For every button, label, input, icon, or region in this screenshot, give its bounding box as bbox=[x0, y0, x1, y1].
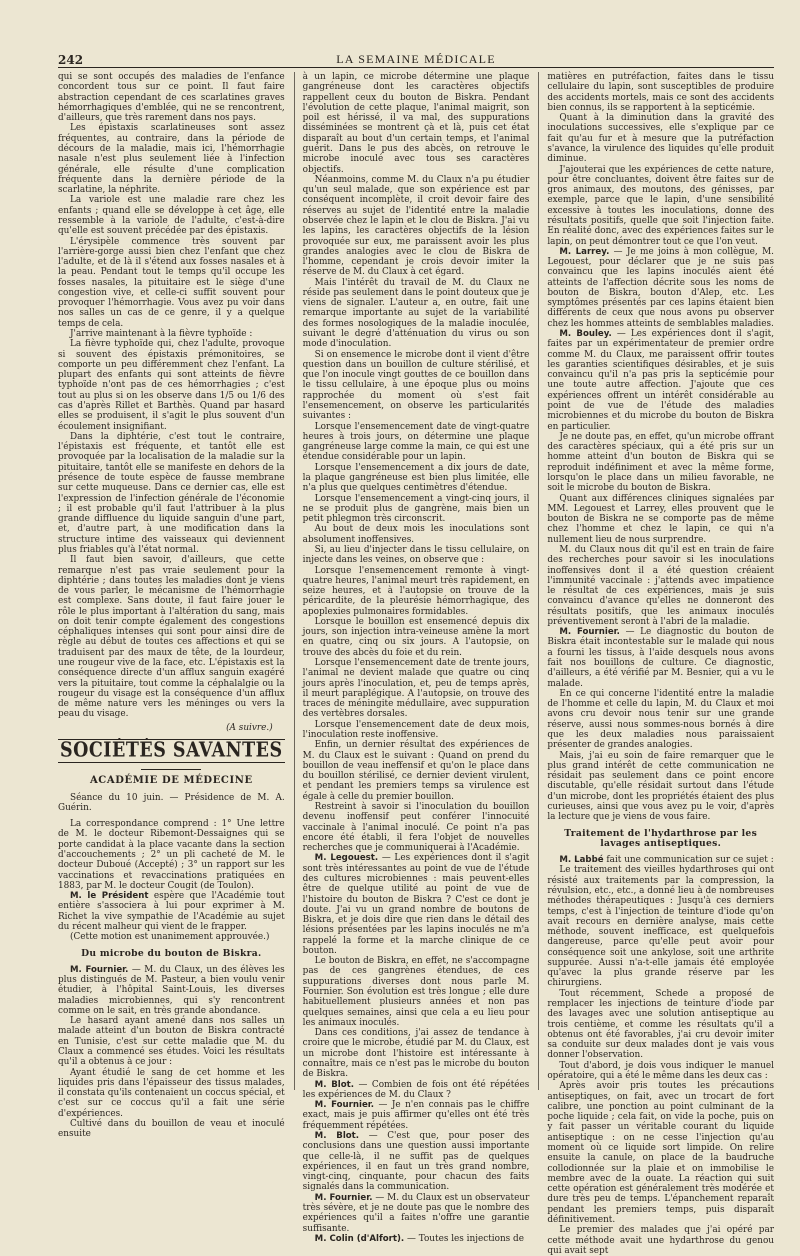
paragraph: Le premier des malades que j'ai opéré par cette méthode avait une hydarthrose du genou qui avait sept bbox=[547, 1225, 775, 1256]
speech-text: — Combien de fois ont été répétées les expériences de M. du Claux ? bbox=[302, 1079, 530, 1100]
page-number: 242 bbox=[58, 53, 84, 67]
subsection-heading: Du microbe du bouton de Biskra. bbox=[81, 947, 262, 959]
paragraph: qui se sont occupés des maladies de l'enfance concordent tous sur ce point. Il faut faire abstraction cependant de ces scarlatines graves hémorrhagiques d'emblée, qui ne se rencontrent, d'ailleurs, que très rarement dans nos pays. bbox=[58, 72, 285, 124]
paragraph bbox=[303, 1234, 530, 1244]
paragraph: Si, au lieu d'injecter dans le tissu cellulaire, on injecte dans les veines, on observe que : bbox=[302, 544, 530, 566]
session-line: Séance du 10 juin. — Présidence de M. A. Guérin. bbox=[58, 792, 285, 813]
paragraph bbox=[303, 853, 530, 956]
speaker-name: M. le Président bbox=[70, 891, 149, 902]
speaker-name: M. Fournier. bbox=[70, 964, 129, 975]
column-1 bbox=[58, 72, 285, 1140]
speech-text: — Les expériences dont il s'agit sont très intéressantes au point de vue de l'étude des cultures microbiennes : mais peuvent-elles être de quelque utilité au point de vue de l'histoire du bouton de Biskra ? C'est ce dont je doute. J'ai vu un grand nombre de boutons de Biskra, et je dois dire que rien dans le détail des lésions présentées par les lapins inoculés ne m'a rappelé la forme et la marche clinique de ce bouton. bbox=[302, 853, 530, 956]
speech-text: espère que l'Académie tout entière s'associera à lui pour exprimer à M. Richet la vive sympathie de l'Académie au sujet du récent malheur qui vient de le frapper. bbox=[58, 891, 285, 932]
paragraph: Ayant étudié le sang de cet homme et les liquides pris dans l'épaisseur des tissus malades, il constata qu'ils contenaient un coccus spécial, et c'est sur ce coccus qu'il a fait une série d'expériences. bbox=[58, 1067, 285, 1119]
paragraph bbox=[547, 247, 774, 329]
speaker-name: M. Colin (d'Alfort). bbox=[314, 1233, 405, 1244]
paragraph: Lorsque l'ensemencement remonte à vingt-quatre heures, l'animal meurt très rapidement, en seize heures, et à l'autopsie on trouve de la péricardite, de la pleurésie hémorrhagique, des apoplexies pulmonaires formidables. bbox=[302, 565, 530, 617]
paragraph: En ce qui concerne l'identité entre la maladie de l'homme et celle du lapin, M. du Claux et moi avons cru devoir nous tenir sur une grande réserve, aussi nous sommes-nous bornés à dire que les deux maladies nous paraissaient présenter de grandes analogies. bbox=[547, 688, 775, 751]
paragraph: Lorsque l'ensemencement date de deux mois, l'inoculation reste inoffensive. bbox=[302, 719, 530, 740]
speech-text: — M. du Claux, un des élèves les plus distingués de M. Pasteur, a bien voulu venir étudier, à l'hôpital Saint-Louis, les diverses maladies microbiennes, qui s'y rencontrent comme on le sait, en très grande abondance. bbox=[58, 964, 285, 1016]
paragraph: Quant à la diminution dans la gravité des inoculations successives, elle s'explique par ce fait qu'au fur et à mesure que la putréfaction s'avance, la virulence des liquides qu'elle produit diminue. bbox=[547, 113, 775, 165]
speaker-name: M. Larrey. bbox=[559, 246, 610, 257]
paragraph: Enfin, un dernier résultat des expériences de M. du Claux est le suivant : Quand on prend du bouillon de veau ineffensif et qu'on le place dans du bouillon stérilisé, ce dernier devient virulent, et pendant les premiers temps sa virulence est égale à celle du premier bouillon. bbox=[302, 740, 530, 802]
paragraph: Restreint à savoir si l'inoculation du bouillon devenu inoffensif peut conférer l'innocuité vaccinale à l'animal inoculé. Ce point n'a pas encore été établi, il fera l'objet de nouvelles recherches que je communiquerai à l'Académie. bbox=[302, 801, 530, 854]
speaker-name: M. Fournier. bbox=[314, 1100, 375, 1111]
paragraph: Lorsque le bouillon est ensemencé depuis dix jours, son injection intra-veineuse amène la mort en quatre, cinq ou six jours. A l'autopsie, on trouve des abcès du foie et du rein. bbox=[302, 616, 530, 658]
paragraph: La variole est une maladie rare chez les enfants ; quand elle se développe à cet âge, elle ressemble à la variole de l'adulte, c'est-à-dire qu'elle est souvent précédée par des épistaxis. bbox=[58, 195, 285, 237]
paragraph bbox=[303, 1080, 530, 1101]
journal-title: LA SEMAINE MÉDICALE bbox=[336, 52, 496, 66]
subsection-heading: Traitement de l'hydarthrose par les lavages antiseptiques. bbox=[564, 827, 758, 849]
paragraph: La correspondance comprend : 1° Une lettre de M. le docteur Ribemont-Dessaignes qui se porte candidat à la place vacante dans la section d'accouchements ; 2° un pli cacheté de M. le docteur Duboué (Accepté) ; 3° un rapport sur les vaccinations et revaccinations pratiquées en 1883, par M. le docteur Cougit (de Toulon). bbox=[58, 819, 285, 891]
paragraph: Le hasard ayant amené dans nos salles un malade atteint d'un bouton de Biskra contracté en Tunisie, c'est sur cette maladie que M. du Claux a commencé ses études. Voici les résultats qu'il a obtenus à ce jour : bbox=[58, 1016, 285, 1068]
section-title: SOCIÉTÉS SAVANTES bbox=[60, 739, 283, 763]
paragraph: J'ajouterai que les expériences de cette nature, pour être concluantes, doivent être faites sur de gros animaux, des moutons, des génisses, par exemple, parce que le lapin, d'une sensibilité excessive à toutes les inoculations, donne des résultats positifs, quelle que soit l'injection faite. En réalité donc, avec des expériences faites sur le lapin, on peut démontrer tout ce que l'on veut. bbox=[547, 164, 775, 247]
paragraph: Après avoir pris toutes les précautions antiseptiques, on fait, avec un trocart de fort calibre, une ponction au point culminant de la poche liquide ; cela fait, on vide la poche, puis on y fait passer un véritable courant du liquide antiseptique : on ne cesse l'injection qu'au moment où ce liquide sort limpide. On relire ensuite la canule, on place de la baudruche collodionnée sur la plaie et on immobilise le membre avec de la ouate. La réaction qui suit cette opération est généralement très modérée et dure très peu de temps. L'épanchement reparaît pendant les premiers temps, puis disparaît définitivement. bbox=[547, 1081, 775, 1225]
paragraph: Lorsque l'ensemencement date de vingt-quatre heures à trois jours, on détermine une plaque gangréneuse large comme la main, ce qui est une étendue considérable pour un lapin. bbox=[302, 421, 530, 463]
speech-text: — C'est que, pour poser des conclusions dans une question aussi importante que celle-là, il ne suffit pas de quelques expériences, il en faut un très grand nombre, vingt-cinq, cinquante, pour chacun des faits signalés dans la communication. bbox=[302, 1130, 530, 1193]
paragraph: Cultivé dans du bouillon de veau et inoculé ensuite bbox=[58, 1119, 285, 1140]
paragraph: Tout d'abord, je dois vous indiquer le manuel opératoire, qui a été le même dans les deux cas : bbox=[547, 1060, 775, 1081]
paragraph: Au bout de deux mois les inoculations sont absolument inoffensives. bbox=[302, 524, 530, 545]
paragraph: Lorsque l'ensemencement date de trente jours, l'animal ne devient malade que quatre ou cinq jours après l'inoculation, et, peu de temps après, il meurt paraplégique. A l'autopsie, on trouve des traces de méningite médullaire, avec suppuration des vertèbres dorsales. bbox=[302, 658, 530, 720]
speech-text: — M. du Claux est un observateur très sévère, et je ne doute pas que le nombre des expériences qu'il a faites n'offre une garantie suffisante. bbox=[302, 1192, 530, 1234]
speaker-name: M. Labbé bbox=[559, 855, 604, 866]
paragraph: Tout récemment, Schede a proposé de remplacer les injections de teinture d'iode par des lavages avec une solution antiseptique au trois centième, et comme les résultats qu'il a obtenus ont été favorables, j'ai cru devoir imiter sa conduite sur deux malades dont je vais vous donner l'observation. bbox=[547, 988, 775, 1061]
paragraph: J'arrive maintenant à la fièvre typhoïde : bbox=[70, 329, 253, 340]
paragraph: à un lapin, ce microbe détermine une plaque gangréneuse dont les caractères objectifs rappellent ceux du bouton de Biskra. Pendant l'évolution de cette plaque, l'animal maigrit, son poil est hérissé, il va mal, des suppurations disséminées se montrent çà et là, puis cet état disparaît au bout d'un certain temps, et l'animal guérit. Dans le pus des abcès, on retrouve le microbe inoculé avec tous ses caractères objectifs. bbox=[302, 72, 530, 175]
paragraph bbox=[303, 1100, 530, 1131]
speech-text: — Les expériences dont il s'agit, faites par un expérimentateur de premier ordre comme M. du Claux, me paraissent offrir toutes les garanties scientifiques désirables, et je suis convaincu qu'il n'a pas pris la septicémie pour une toute autre affection. J'ajoute que ces expériences offrent un intérêt considérable au point de vue de l'étude des maladies microbiennes et du microbe du bouton de Biskra en particulier. bbox=[547, 329, 775, 432]
paragraph: Néanmoins, comme M. du Claux n'a pu étudier qu'un seul malade, que son expérience est par conséquent incomplète, il croit devoir faire des réserves au sujet de l'identité entre la maladie observée chez le lapin et le clou de Biskra. J'ai vu les lapins, les caractères objectifs de la lésion provoquée sur eux, me paraissent avoir les plus grandes analogies avec le clou de Biskra de l'homme, cependant je crois devoir imiter la réserve de M. du Claux à cet égard. bbox=[302, 174, 530, 278]
paragraph: matières en putréfaction, faites dans le tissu cellulaire du lapin, sont susceptibles de produire des accidents mortels, mais ce sont des accidents bien connus, ils se rapportent à la septicémie. bbox=[547, 72, 775, 113]
short-divider bbox=[141, 769, 201, 770]
paragraph: Lorsque l'ensemencement a vingt-cinq jours, il ne se produit plus de gangrène, mais bien un petit phlegmon très circonscrit. bbox=[302, 493, 530, 525]
paragraph: Lorsque l'ensemencement a dix jours de date, la plaque gangréneuse est bien plus limitée, elle n'a plus que quelques centimètres d'étendue. bbox=[302, 462, 530, 494]
academy-title: ACADÉMIE DE MÉDECINE bbox=[89, 775, 253, 787]
paragraph: Le traitement des vieilles hydarthroses qui ont résisté aux traitements par la compression, la révulsion, etc., etc., a donné lieu à de nombreuses méthodes thérapeutiques : Jusqu'à ces derniers temps, c'est à l'injection de teinture d'iode qu'on avait recours en dernière analyse, mais cette méthode, souvent inefficace, est quelquefois dangereuse, parce qu'elle peut avoir pour conséquence soit une ankylose, soit une arthrite suppurée. Aussi n'a-t-elle jamais été employée qu'avec la plus grande réserve par les chirurgiens. bbox=[547, 865, 775, 989]
speech-text: fait une communication sur ce sujet : bbox=[606, 855, 774, 866]
paragraph bbox=[547, 855, 774, 865]
paragraph bbox=[58, 891, 285, 932]
paragraph: Les épistaxis scarlatineuses sont assez fréquentes, au contraire, dans la période de décours de la maladie, mais ici, l'hémorrhagie nasale n'est plus seulement liée à l'infection générale, elle résulte d'une complication fréquente dans la dernière période de la scarlatine, la néphrite. bbox=[58, 123, 285, 196]
page-header bbox=[58, 52, 774, 68]
paragraph: Il faut bien savoir, d'ailleurs, que cette remarque n'est pas vraie seulement pour la diphtérie ; dans toutes les maladies dont je viens de vous parler, le mécanisme de l'hémorrhagie est complexe. Sans doute, il faut faire jouer le rôle le plus important à l'altération du sang, mais on doit tenir compte également des congestions céphaliques intenses qui sont pour ainsi dire de règle au début de toutes ces affections et qui se traduisent par des maux de tête, de la lourdeur, une rougeur vive de la face, etc. L'épistaxis est la conséquence directe d'un afflux sanguin exagéré vers la pituitaire, tout comme la céphalalgie ou la rougeur du visage est la conséquence d'un afflux de même nature vers les méninges ou vers la peau du visage. bbox=[58, 555, 285, 720]
speech-text: — Je me joins à mon collègue, M. Legouest, pour déclarer que je ne suis pas convaincu que les lapins inoculés aient été atteints de l'affection décrite sous les noms de bouton de Biskra, bouton d'Alep, etc. Les symptômes présentés par ces lapins étaient bien différents de ceux que nous avons pu observer chez les hommes atteints de semblables maladies. bbox=[547, 246, 775, 329]
paragraph: Dans ces conditions, j'ai assez de tendance à croire que le microbe, étudié par M. du Claux, est un microbe dont l'histoire est intéressante à connaître, mais ce n'est pas le microbe du bouton de Biskra. bbox=[302, 1028, 530, 1080]
speaker-name: M. Blot. bbox=[314, 1079, 354, 1090]
paragraph: Dans la diphtérie, c'est tout le contraire, l'épistaxis est fréquente, et tantôt elle est provoquée par la localisation de la maladie sur la pituitaire, tantôt elle se manifeste en dehors de la présence de toute espèce de fausse membrane sur cette muqueuse. Dans ce dernier cas, elle est l'expression de l'infection générale de l'économie ; il est probable qu'il faut l'attribuer à la plus grande diffluence du liquide sanguin d'une part, et, d'autre part, à une modification dans la structure intime des vaisseaux qui deviennent plus friables qu'à l'état normal. bbox=[58, 431, 285, 555]
paragraph: La fièvre typhoïde qui, chez l'adulte, provoque si souvent des épistaxis prémonitoires, se comporte un peu différemment chez l'enfant. La plupart des enfants qui sont atteints de fièvre typhoïde n'ont pas de ces hémorrhagies ; c'est tout au plus si on les observe dans 1/5 ou 1/6 des cas d'après Rillet et Barthès. Quand par hasard elles se produisent, il s'agit le plus souvent d'un écoulement insignifiant. bbox=[58, 339, 285, 432]
speaker-name: M. Fournier. bbox=[314, 1192, 373, 1203]
speech-text: — Je n'en connais pas le chiffre exact, mais je puis affirmer qu'elles ont été très fréquemment répétées. bbox=[302, 1100, 530, 1131]
paragraph bbox=[547, 627, 774, 689]
paragraph: (Cette motion est unanimement approuvée.) bbox=[70, 932, 270, 943]
paragraph: Mais, j'ai eu soin de faire remarquer que le plus grand intérêt de cette communication ne résidait pas seulement dans ce point encore discutable, qu'elle résidait surtout dans l'étude d'un microbe, dont les propriétés étaient des plus curieuses, ainsi que vous avez pu le voir, d'après la lecture que je viens de vous faire. bbox=[547, 750, 775, 823]
paragraph bbox=[303, 1131, 530, 1193]
speaker-name: M. Bouley. bbox=[559, 329, 612, 340]
paragraph: Le bouton de Biskra, en effet, ne s'accompagne pas de ces gangrènes étendues, de ces suppurations diverses dont nous parle M. Fournier. Son évolution est très longue ; elle dure habituellement plusieurs années et non pas quelques semaines, ainsi que cela a eu lieu pour les animaux inoculés. bbox=[302, 956, 530, 1028]
paragraph: Mais l'intérêt du travail de M. du Claux ne réside pas seulement dans le point douteux que je viens de signaler. L'auteur a, en outre, fait une remarque importante au sujet de la variabilité des formes nosologiques de la maladie inoculée, suivant le degré d'atténuation du virus ou son mode d'inoculation. bbox=[302, 277, 530, 350]
column-2 bbox=[294, 72, 530, 1244]
paragraph bbox=[58, 965, 285, 1016]
paragraph: Je ne doute pas, en effet, qu'un microbe offrant des caractères spéciaux, qui a été pris sur un homme atteint d'un bouton de Biskra qui se reproduit indéfiniment et avec la même forme, lorsqu'on le place dans un milieu favorable, ne soit le microbe du bouton de Biskra. bbox=[547, 431, 775, 494]
paragraph: L'érysipèle commence très souvent par l'arrière-gorge aussi bien chez l'enfant que chez l'adulte, et de là il s'étend aux fosses nasales et à la peau. Pendant tout le temps qu'il occupe les fosses nasales, la pituitaire est le siège d'une congestion vive, et celle-ci suffit souvent pour provoquer l'hémorrhagie. Vous avez pu voir dans nos salles un cas de ce genre, il y a quelque temps de cela. bbox=[58, 236, 285, 329]
paragraph: Quant aux différences cliniques signalées par MM. Legouest et Larrey, elles prouvent que le bouton de Biskra ne se comporte pas de même chez l'homme et chez le lapin, ce qui n'a nullement lieu de nous surprendre. bbox=[547, 493, 775, 545]
paragraph: M. du Claux nous dit qu'il est en train de faire des recherches pour savoir si les inoculations inoffensives dont il a été question créaient l'immunité vaccinale : j'attends avec impatience le résultat de ces expériences, mais je suis convaincu d'avance qu'elles ne donneront des résultats positifs, que les animaux inoculés préventivement seront à l'abri de la maladie. bbox=[547, 544, 775, 627]
speech-text: — Le diagnostic du bouton de Biskra était incontestable sur le malade qui nous a fourni les tissus, à l'aide desquels nous avons fait nos bouillons de culture. Ce diagnostic, d'ailleurs, a été vérifié par M. Besnier, qui a vu le malade. bbox=[547, 627, 775, 689]
paragraph bbox=[547, 329, 774, 432]
column-3 bbox=[538, 72, 775, 1256]
paragraph bbox=[303, 1193, 530, 1234]
paragraph: Si on ensemence le microbe dont il vient d'être question dans un bouillon de culture stérilisé, et que l'on inocule vingt gouttes de ce bouillon dans le tissu cellulaire, à une époque plus ou moins rapprochée du moment où s'est fait l'ensemencement, on observe les particularités suivantes : bbox=[302, 349, 530, 422]
text-columns bbox=[58, 72, 775, 1256]
speech-text: — Toutes les injections de bbox=[407, 1233, 524, 1244]
speaker-name: M. Legouest. bbox=[314, 853, 379, 864]
speaker-name: M. Fournier. bbox=[559, 627, 620, 638]
speaker-name: M. Blot. bbox=[314, 1130, 360, 1141]
to-be-continued: (A suivre.) bbox=[226, 722, 273, 733]
